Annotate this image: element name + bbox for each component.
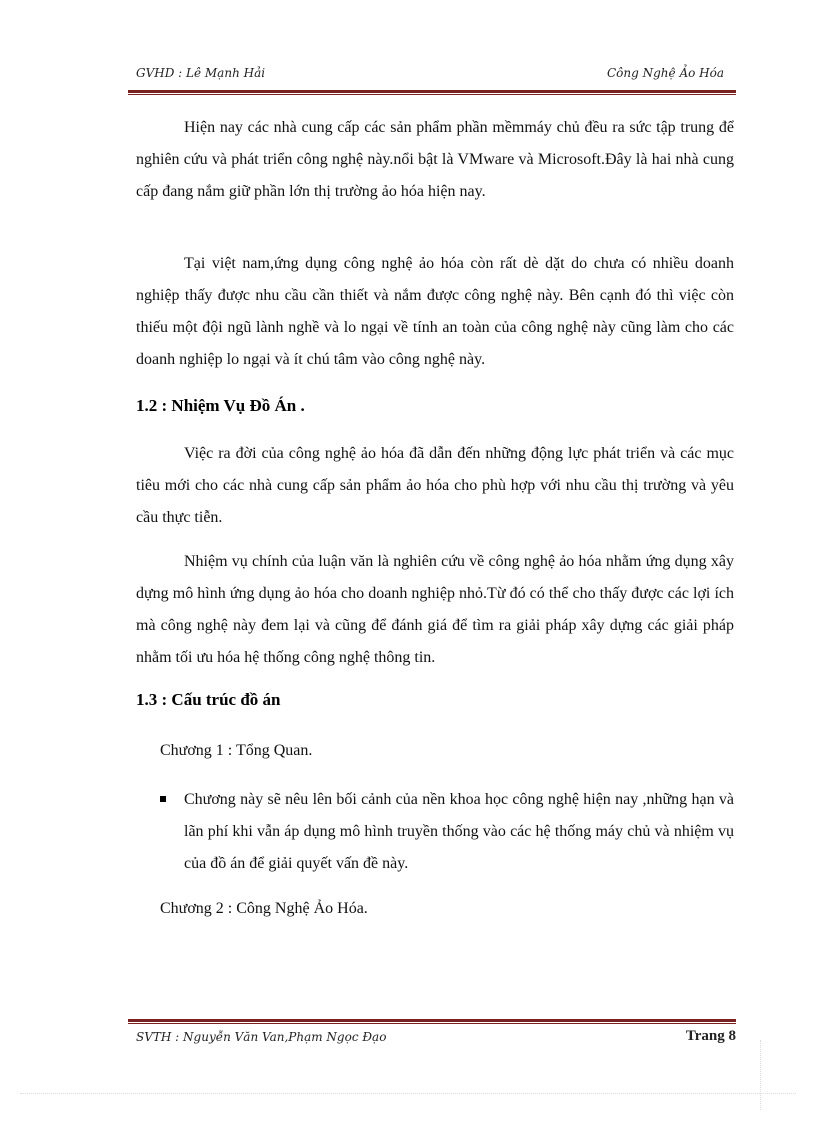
section-heading-1-2: 1.2 : Nhiệm Vụ Đồ Án . xyxy=(136,396,305,415)
header-title: Công Nghệ Ảo Hóa xyxy=(606,66,724,80)
page-corner-dotted xyxy=(760,1040,761,1110)
square-bullet-icon xyxy=(160,796,166,802)
paragraph-4: Nhiệm vụ chính của luận văn là nghiên cứu về công nghệ ảo hóa nhằm ứng dụng xây dựng mô hình ứng dụng ảo hóa cho doanh nghiệp nhỏ.Từ đó có thể cho thấy được các lợi ích mà công nghệ này đem lại và cũng để đánh giá để tìm ra giải pháp xây dựng các giải pháp nhằm tối ưu hóa hệ thống công nghệ thông tin. xyxy=(136,553,734,666)
header-rule xyxy=(128,90,736,95)
chapter-2-title: Chương 2 : Công Nghệ Ảo Hóa. xyxy=(160,900,368,917)
page-number: Trang 8 xyxy=(685,1028,736,1044)
paragraph-1: Hiện nay các nhà cung cấp các sản phẩm phần mềmmáy chủ đều ra sức tập trung để nghiên cứu và phát triển công nghệ này.nổi bật là VMware và Microsoft.Đây là hai nhà cung cấp đang nắm giữ phần lớn thị trường ảo hóa hiện nay. xyxy=(136,119,734,200)
page-border-dotted xyxy=(20,1093,796,1094)
bullet-text: Chương này sẽ nêu lên bối cảnh của nền khoa học công nghệ hiện nay ,những hạn và lãn phí khi vẫn áp dụng mô hình truyền thống vào các hệ thống máy chủ và nhiệm vụ của đồ án để giải quyết vấn đề này. xyxy=(184,791,734,872)
footer-authors: SVTH : Nguyễn Văn Van,Phạm Ngọc Đạo xyxy=(136,1030,387,1044)
paragraph-3: Việc ra đời của công nghệ ảo hóa đã dẫn đến những động lực phát triển và các mục tiêu mới cho các nhà cung cấp sản phẩm ảo hóa cho phù hợp với nhu cầu thị trường và yêu cầu thực tiễn. xyxy=(136,445,734,526)
footer-rule xyxy=(128,1019,736,1024)
section-heading-1-3: 1.3 : Cấu trúc đồ án xyxy=(136,690,281,709)
chapter-1-title: Chương 1 : Tổng Quan. xyxy=(160,742,313,759)
page-footer xyxy=(136,1028,736,1048)
header-advisor: GVHD : Lê Mạnh Hải xyxy=(136,66,266,80)
paragraph-2: Tại việt nam,ứng dụng công nghệ ảo hóa còn rất dè dặt do chưa có nhiều doanh nghiệp thấy được nhu cầu cần thiết và nắm được công nghệ này. Bên cạnh đó thì việc còn thiếu một đội ngũ lành nghề và lo ngại về tính an toàn của công nghệ này cũng làm cho các doanh nghiệp lo ngại và ít chú tâm vào công nghệ này. xyxy=(136,255,734,368)
page-header xyxy=(136,64,736,86)
